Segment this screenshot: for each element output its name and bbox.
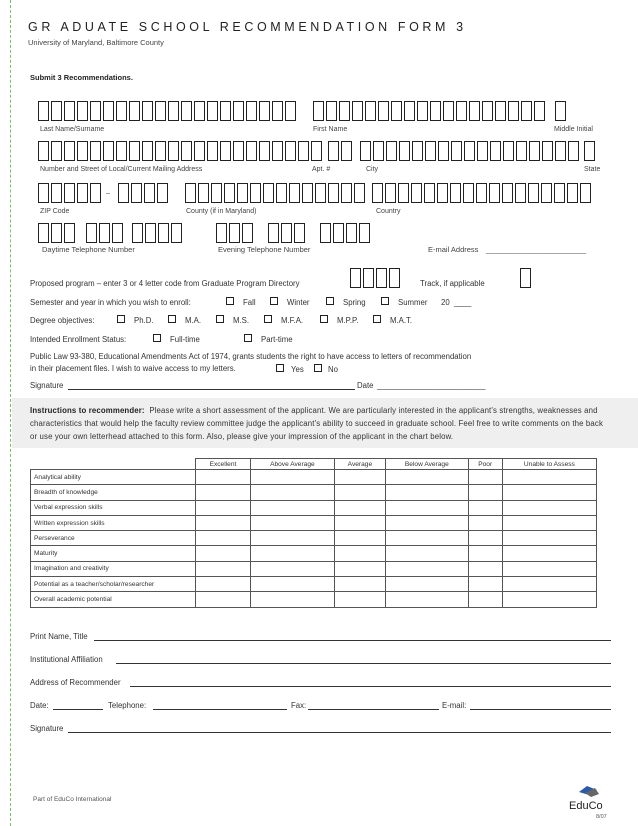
- state-label: State: [584, 166, 601, 173]
- rating-cell[interactable]: [468, 561, 502, 576]
- email-label: E-mail Address: [428, 245, 479, 254]
- state-boxes[interactable]: [584, 141, 597, 161]
- rating-criterion: Overall academic potential: [31, 592, 196, 607]
- rating-cell[interactable]: [502, 592, 596, 607]
- rating-cell[interactable]: [468, 470, 502, 485]
- phd-label: Ph.D.: [134, 316, 154, 325]
- mpp-checkbox[interactable]: [320, 315, 328, 323]
- rating-cell[interactable]: [196, 592, 251, 607]
- form-title: GR ADUATE SCHOOL RECOMMENDATION FORM 3: [28, 20, 467, 34]
- waiver-text-line2: in their placement files. I wish to waive access to my letters.: [30, 364, 236, 373]
- rating-cell[interactable]: [250, 546, 334, 561]
- rating-criterion: Perseverance: [31, 531, 196, 546]
- country-label: Country: [376, 208, 401, 215]
- rating-cell[interactable]: [468, 485, 502, 500]
- recommender-email-label: E-mail:: [442, 701, 467, 710]
- rating-cell[interactable]: [502, 470, 596, 485]
- recommender-address-line[interactable]: [130, 686, 611, 687]
- rating-cell[interactable]: [468, 500, 502, 515]
- col-above-average: Above Average: [250, 459, 334, 470]
- rating-row: [31, 577, 597, 592]
- rating-cell[interactable]: [468, 515, 502, 530]
- summer-checkbox[interactable]: [381, 297, 389, 305]
- recommender-signature-line[interactable]: [68, 732, 611, 733]
- rating-cell[interactable]: [196, 515, 251, 530]
- zip-separator: –: [106, 190, 110, 197]
- zip-boxes[interactable]: [38, 183, 103, 203]
- enrollment-label: Intended Enrollment Status:: [30, 335, 127, 344]
- city-label: City: [366, 166, 379, 173]
- recommender-email-line[interactable]: [470, 709, 611, 710]
- address-boxes[interactable]: [38, 141, 324, 161]
- ma-label: M.A.: [185, 316, 202, 325]
- eve-phone-prefix-boxes[interactable]: [268, 223, 307, 243]
- full-time-label: Full-time: [170, 335, 200, 344]
- rating-row: [31, 485, 597, 500]
- educo-logo: [565, 782, 609, 812]
- rating-cell[interactable]: [334, 485, 385, 500]
- rating-cell[interactable]: [502, 577, 596, 592]
- recommender-telephone-label: Telephone:: [108, 701, 147, 710]
- semester-label: Semester and year in which you wish to enroll:: [30, 298, 191, 307]
- recommender-date-label: Date:: [30, 701, 49, 710]
- mat-checkbox[interactable]: [373, 315, 381, 323]
- ms-label: M.S.: [233, 316, 250, 325]
- proposed-program-label: Proposed program – enter 3 or 4 letter code from Graduate Program Directory: [30, 279, 300, 288]
- mfa-label: M.F.A.: [281, 316, 304, 325]
- email-blank[interactable]: ________________________: [486, 245, 587, 254]
- zip-ext-boxes[interactable]: [118, 183, 170, 203]
- eve-phone-line-boxes[interactable]: [320, 223, 372, 243]
- print-name-label: Print Name, Title: [30, 632, 88, 641]
- part-time-checkbox[interactable]: [244, 334, 252, 342]
- waiver-no-label: No: [328, 365, 338, 374]
- rating-cell[interactable]: [334, 577, 385, 592]
- rating-cell[interactable]: [196, 470, 251, 485]
- rating-cell[interactable]: [196, 546, 251, 561]
- winter-checkbox[interactable]: [270, 297, 278, 305]
- col-unable-to-assess: Unable to Assess: [502, 459, 596, 470]
- col-excellent: Excellent: [196, 459, 251, 470]
- ms-checkbox[interactable]: [216, 315, 224, 323]
- rating-cell[interactable]: [385, 515, 468, 530]
- rating-cell[interactable]: [502, 515, 596, 530]
- apt-label: Apt. #: [312, 166, 331, 173]
- mfa-checkbox[interactable]: [264, 315, 272, 323]
- rating-cell[interactable]: [250, 515, 334, 530]
- fall-checkbox[interactable]: [226, 297, 234, 305]
- rating-cell[interactable]: [385, 470, 468, 485]
- rating-cell[interactable]: [385, 485, 468, 500]
- rating-cell[interactable]: [385, 577, 468, 592]
- apt-boxes[interactable]: [328, 141, 354, 161]
- rating-cell[interactable]: [334, 561, 385, 576]
- recommender-fax-line[interactable]: [308, 709, 439, 710]
- county-boxes[interactable]: [185, 183, 367, 203]
- rating-row: [31, 500, 597, 515]
- recommender-telephone-line[interactable]: [153, 709, 287, 710]
- full-time-checkbox[interactable]: [153, 334, 161, 342]
- rating-cell[interactable]: [250, 577, 334, 592]
- day-phone-label: Daytime Telephone Number: [42, 245, 135, 254]
- city-boxes[interactable]: [360, 141, 581, 161]
- track-label: Track, if applicable: [420, 279, 485, 288]
- instructions-text: [30, 404, 610, 443]
- waiver-text-line1: Public Law 93-380, Educational Amendments Act of 1974, grants students the right to have access to letters of recommendation: [30, 352, 472, 361]
- rating-criterion: Breadth of knowledge: [31, 485, 196, 500]
- applicant-signature-label: Signature: [30, 381, 64, 390]
- rating-row: [31, 592, 597, 607]
- part-time-label: Part-time: [261, 335, 293, 344]
- day-phone-prefix-boxes[interactable]: [86, 223, 125, 243]
- rating-cell[interactable]: [250, 470, 334, 485]
- waiver-yes-label: Yes: [291, 365, 304, 374]
- rating-cell[interactable]: [250, 592, 334, 607]
- instructions-heading: Instructions to recommender:: [30, 406, 145, 415]
- address-label: Number and Street of Local/Current Mailing Address: [40, 166, 203, 173]
- country-boxes[interactable]: [372, 183, 593, 203]
- rating-cell[interactable]: [385, 531, 468, 546]
- rating-cell[interactable]: [502, 546, 596, 561]
- rating-criterion: Potential as a teacher/scholar/researcher: [31, 577, 196, 592]
- zip-label: ZIP Code: [40, 208, 70, 215]
- applicant-date-blank[interactable]: _________________________: [377, 381, 486, 390]
- middle-initial-label: Middle Initial: [554, 126, 593, 133]
- fall-label: Fall: [243, 298, 256, 307]
- rating-cell[interactable]: [196, 561, 251, 576]
- recommender-date-line[interactable]: [53, 709, 103, 710]
- rating-criterion: Maturity: [31, 546, 196, 561]
- university-name: University of Maryland, Baltimore County: [28, 38, 164, 47]
- year-prefix: 20: [441, 298, 450, 307]
- rating-cell[interactable]: [385, 500, 468, 515]
- rating-cell[interactable]: [468, 531, 502, 546]
- rating-cell[interactable]: [334, 546, 385, 561]
- program-code-boxes[interactable]: [350, 268, 402, 288]
- rating-cell[interactable]: [196, 500, 251, 515]
- eve-phone-area-boxes[interactable]: [216, 223, 255, 243]
- instructions-body: Please write a short assessment of the applicant. We are particularly interested in the applicant's strengths, weaknesses and characteristics that would help the faculty review committee judge the applicant's ability to succeed in graduate school. Feel free to write comments on the back or use your own letterhead attached to this form. Also, please give your impression of the applicant in the chart below.: [30, 406, 603, 441]
- rating-cell[interactable]: [334, 500, 385, 515]
- middle-initial-box[interactable]: [555, 101, 568, 121]
- print-name-line[interactable]: [94, 640, 611, 641]
- county-label: County (if in Maryland): [186, 208, 257, 215]
- recommender-address-label: Address of Recommender: [30, 678, 121, 687]
- form-code: 8/07: [596, 814, 607, 820]
- rating-header-blank: [31, 459, 196, 470]
- rating-cell[interactable]: [385, 561, 468, 576]
- first-name-label: First Name: [313, 126, 348, 133]
- rating-cell[interactable]: [250, 500, 334, 515]
- affiliation-line[interactable]: [116, 663, 611, 664]
- rating-cell[interactable]: [334, 592, 385, 607]
- rating-cell[interactable]: [468, 546, 502, 561]
- col-poor: Poor: [468, 459, 502, 470]
- rating-cell[interactable]: [502, 500, 596, 515]
- rating-criterion: Analytical ability: [31, 470, 196, 485]
- waiver-no-checkbox[interactable]: [314, 364, 322, 372]
- recommender-signature-label: Signature: [30, 724, 64, 733]
- track-box[interactable]: [520, 268, 533, 288]
- rating-cell[interactable]: [502, 485, 596, 500]
- last-name-boxes[interactable]: [38, 101, 298, 121]
- rating-criterion: Imagination and creativity: [31, 561, 196, 576]
- applicant-date-label: Date: [357, 381, 374, 390]
- mpp-label: M.P.P.: [337, 316, 359, 325]
- spring-label: Spring: [343, 298, 366, 307]
- day-phone-line-boxes[interactable]: [132, 223, 184, 243]
- year-blank[interactable]: ____: [454, 298, 472, 307]
- rating-criterion: Verbal expression skills: [31, 500, 196, 515]
- logo-text: EduCo: [569, 800, 603, 812]
- rating-cell[interactable]: [468, 592, 502, 607]
- applicant-signature-line[interactable]: [68, 389, 355, 390]
- rating-row: [31, 515, 597, 530]
- spring-checkbox[interactable]: [326, 297, 334, 305]
- rating-cell[interactable]: [334, 515, 385, 530]
- rating-row: [31, 561, 597, 576]
- rating-table: [30, 458, 597, 608]
- rating-cell[interactable]: [196, 485, 251, 500]
- waiver-yes-checkbox[interactable]: [276, 364, 284, 372]
- rating-cell[interactable]: [502, 561, 596, 576]
- day-phone-area-boxes[interactable]: [38, 223, 77, 243]
- rating-header-row: [31, 459, 597, 470]
- footer-left-text: Part of EduCo International: [33, 796, 112, 803]
- rating-cell[interactable]: [250, 485, 334, 500]
- rating-cell[interactable]: [250, 531, 334, 546]
- rating-cell[interactable]: [468, 577, 502, 592]
- rating-cell[interactable]: [196, 577, 251, 592]
- affiliation-label: Institutional Affiliation: [30, 655, 103, 664]
- rating-cell[interactable]: [196, 531, 251, 546]
- rating-cell[interactable]: [385, 592, 468, 607]
- degree-label: Degree objectives:: [30, 316, 95, 325]
- col-average: Average: [334, 459, 385, 470]
- intro-text: Submit 3 Recommendations.: [30, 73, 133, 82]
- rating-cell[interactable]: [502, 531, 596, 546]
- first-name-boxes[interactable]: [313, 101, 547, 121]
- summer-label: Summer: [398, 298, 428, 307]
- rating-cell[interactable]: [385, 546, 468, 561]
- mat-label: M.A.T.: [390, 316, 413, 325]
- rating-row: [31, 470, 597, 485]
- winter-label: Winter: [287, 298, 310, 307]
- rating-row: [31, 531, 597, 546]
- rating-cell[interactable]: [334, 470, 385, 485]
- rating-row: [31, 546, 597, 561]
- dashed-margin-line: [10, 0, 11, 826]
- col-below-average: Below Average: [385, 459, 468, 470]
- rating-cell[interactable]: [334, 531, 385, 546]
- eve-phone-label: Evening Telephone Number: [218, 245, 311, 254]
- rating-criterion: Written expression skills: [31, 515, 196, 530]
- last-name-label: Last Name/Surname: [40, 126, 105, 133]
- phd-checkbox[interactable]: [117, 315, 125, 323]
- ma-checkbox[interactable]: [168, 315, 176, 323]
- recommender-fax-label: Fax:: [291, 701, 307, 710]
- rating-cell[interactable]: [250, 561, 334, 576]
